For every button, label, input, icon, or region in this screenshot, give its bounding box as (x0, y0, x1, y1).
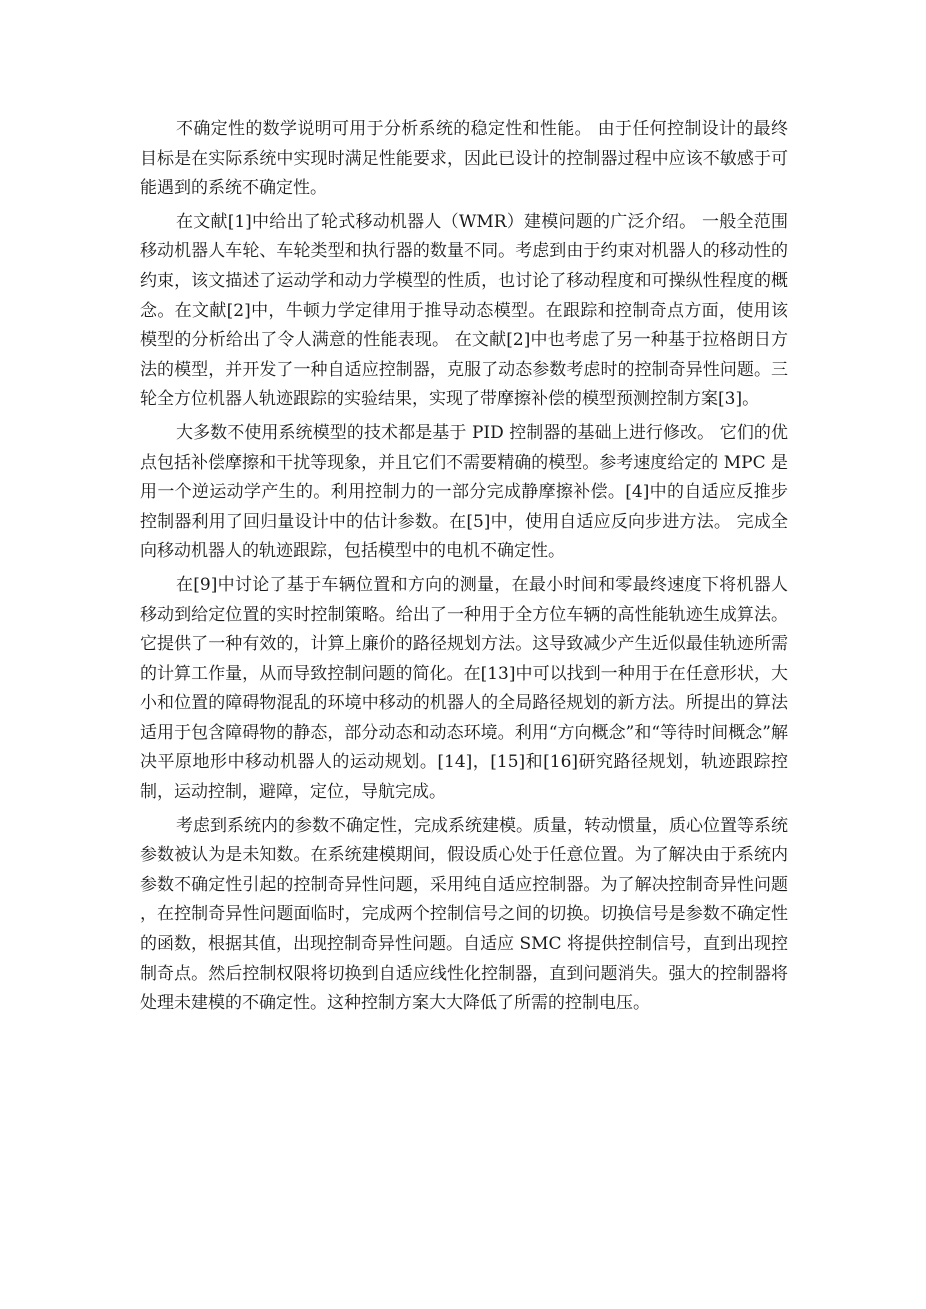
paragraph-system-modeling: 考虑到系统内的参数不确定性，完成系统建模。质量，转动惯量，质心位置等系统参数被认为是未知数。在系统建模期间，假设质心处于任意位置。为了解决由于系统内参数不确定性引起的控制奇异性问题，采用纯自适应控制器。为了解决控制奇异性问题，在控制奇异性问题面临时，完成两个控制信号之间的切换。切换信号是参数不确定性的函数，根据其值，出现控制奇异性问题。自适应 SMC 将提供控制信号，直到出现控制奇点。然后控制权限将切换到自适应线性化控制器，直到问题消失。强大的控制器将处理未建模的不确定性。这种控制方案大大降低了所需的控制电压。 (140, 815, 788, 1014)
document-page (140, 115, 788, 1023)
paragraph-pid-techniques: 大多数不使用系统模型的技术都是基于 PID 控制器的基础上进行修改。 它们的优点包括补偿摩擦和干扰等现象，并且它们不需要精确的模型。参考速度给定的 MPC 是用一个逆运动学产生的。利用控制力的一部分完成静摩擦补偿。[4]中的自适应反推步控制器利用了回归量设计中的估计参数。在[5]中，使用自适应反向步进方法。 完成全向移动机器人的轨迹跟踪，包括模型中的电机不确定性。 (140, 422, 788, 562)
paragraph-wmr-modeling: 在文献[1]中给出了轮式移动机器人（WMR）建模问题的广泛介绍。 一般全范围移动机器人车轮、车轮类型和执行器的数量不同。考虑到由于约束对机器人的移动性的约束，该文描述了运动学和动力学模型的性质，也讨论了移动程度和可操纵性程度的概念。在文献[2]中，牛顿力学定律用于推导动态模型。在跟踪和控制奇点方面，使用该模型的分析给出了令人满意的性能表现。 在文献[2]中也考虑了另一种基于拉格朗日方法的模型，并开发了一种自适应控制器，克服了动态参数考虑时的控制奇异性问题。三轮全方位机器人轨迹跟踪的实验结果，实现了带摩擦补偿的模型预测控制方案[3]。 (140, 211, 788, 410)
paragraph-uncertainty-intro: 不确定性的数学说明可用于分析系统的稳定性和性能。 由于任何控制设计的最终目标是在实际系统中实现时满足性能要求，因此已设计的控制器过程中应该不敏感于可能遇到的系统不确定性。 (140, 119, 788, 199)
paragraph-path-planning: 在[9]中讨论了基于车辆位置和方向的测量，在最小时间和零最终速度下将机器人移动到给定位置的实时控制策略。给出了一种用于全方位车辆的高性能轨迹生成算法。它提供了一种有效的，计算上廉价的路径规划方法。这导致减少产生近似最佳轨迹所需的计算工作量，从而导致控制问题的简化。在[13]中可以找到一种用于在任意形状，大小和位置的障碍物混乱的环境中移动的机器人的全局路径规划的新方法。所提出的算法适用于包含障碍物的静态，部分动态和动态环境。利用“方向概念”和“等待时间概念”解决平原地形中移动机器人的运动规划。[14]，[15]和[16]研究路径规划，轨迹跟踪控制，运动控制，避障，定位，导航完成。 (140, 574, 788, 803)
